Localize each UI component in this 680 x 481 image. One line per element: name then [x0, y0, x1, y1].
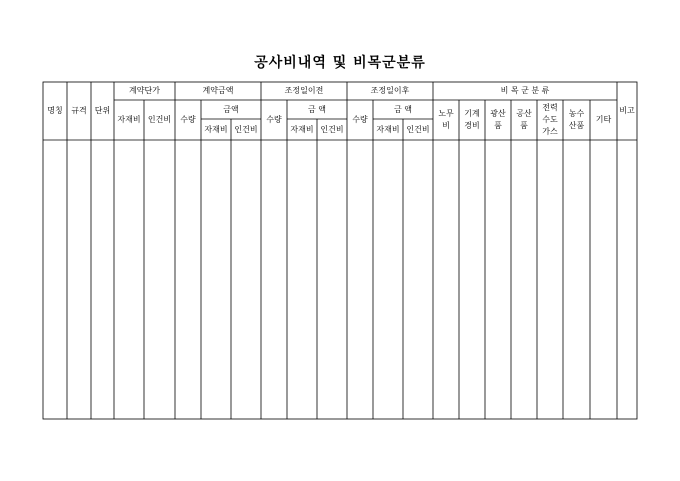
table-body: [43, 140, 637, 419]
header-contract-unit-price: 계약단가: [129, 86, 160, 95]
header-other: 기타: [595, 115, 612, 124]
header-amount: 금액: [223, 104, 239, 114]
header-labor-fee: 노무 비: [438, 109, 454, 130]
header-labor-cost: 인건비: [320, 124, 344, 134]
header-material-cost: 자재비: [376, 124, 400, 134]
header-material-cost: 자재비: [117, 115, 141, 124]
header-labor-cost: 인건비: [147, 115, 172, 124]
header-material-cost: 자재비: [290, 124, 314, 134]
header-machine-cost: 기계 경비: [464, 109, 480, 130]
header-before-adjust: 조정일이전: [284, 86, 324, 95]
header-contract-amount: 계약금액: [202, 86, 234, 95]
header-after-adjust: 조정일이후: [370, 86, 410, 95]
header-remarks: 비고: [619, 106, 635, 115]
header-quantity: 수량: [266, 115, 282, 124]
header-material-cost: 자재비: [204, 124, 228, 134]
header-unit: 단위: [94, 106, 111, 115]
header-agri-fishery: 농수 산품: [568, 109, 585, 130]
header-quantity: 수량: [352, 115, 368, 124]
header-labor-cost: 인건비: [234, 124, 258, 134]
header-amount: 금 액: [394, 104, 412, 114]
header-spec: 규격: [71, 106, 87, 115]
header-labor-cost: 인건비: [406, 124, 430, 134]
header-name: 명칭: [47, 106, 63, 115]
header-power-water-gas: 전력 수도 가스: [542, 103, 558, 136]
header-cost-classification: 비 목 군 분 류: [500, 86, 550, 95]
header-industrial: 공산 품: [516, 109, 532, 130]
header-quantity: 수량: [180, 115, 196, 124]
header-mining: 광산 품: [490, 109, 506, 130]
header-amount: 금 액: [308, 104, 326, 114]
page-title: 공사비내역 및 비목군분류: [254, 55, 426, 71]
